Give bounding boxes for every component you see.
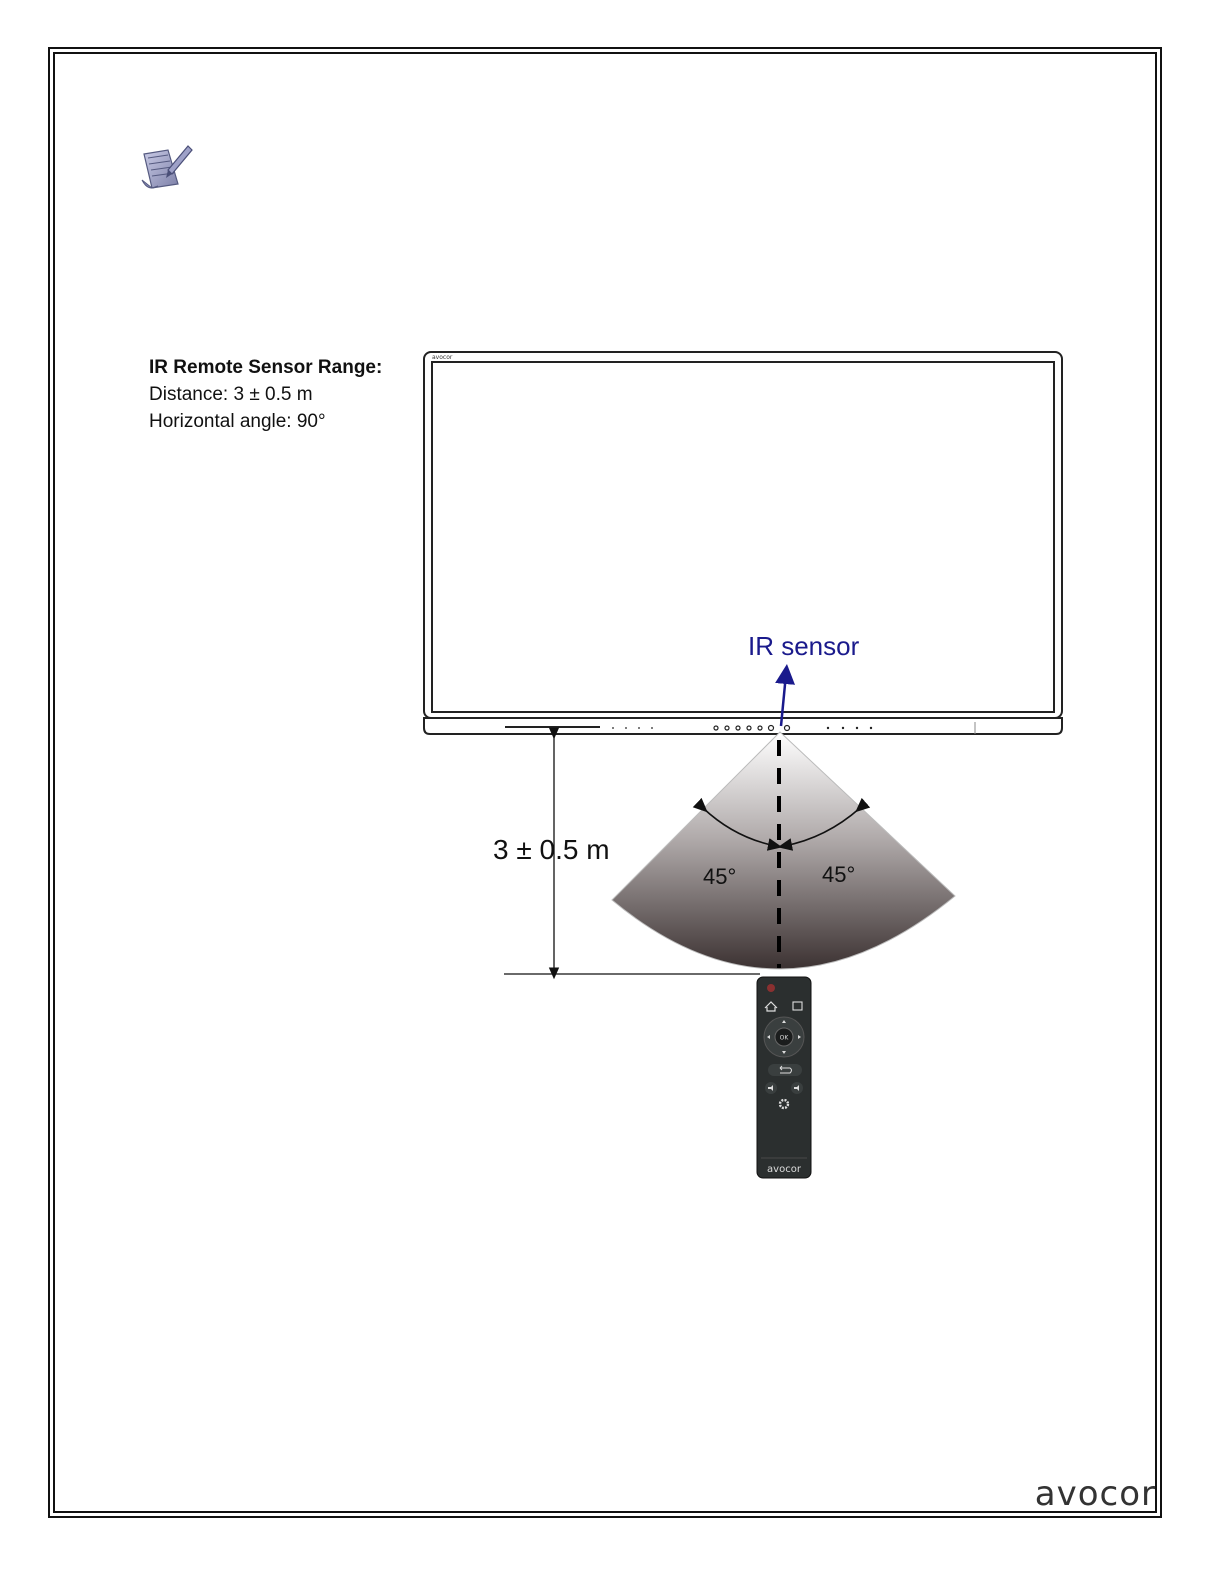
sensor-range-heading: IR Remote Sensor Range: (149, 357, 383, 378)
back-button (768, 1064, 802, 1076)
ok-button-label: OK (779, 1034, 789, 1042)
ir-range-cone (612, 732, 955, 969)
left-angle-label: 45° (703, 864, 737, 889)
power-button-icon (767, 984, 775, 992)
remote-brand-logo: avocor (767, 1164, 801, 1175)
display-panel (424, 352, 1062, 734)
right-angle-label: 45° (822, 862, 856, 887)
ir-sensor-label: IR sensor (748, 631, 860, 661)
remote-control (757, 977, 811, 1178)
avocor-footer-logo: avocor (1034, 1474, 1156, 1514)
display-brand-logo: avocor (432, 354, 453, 361)
sensor-distance-text: Distance: 3 ± 0.5 m (149, 384, 313, 405)
sensor-angle-text: Horizontal angle: 90° (149, 411, 326, 432)
distance-label: 3 ± 0.5 m (493, 834, 610, 865)
